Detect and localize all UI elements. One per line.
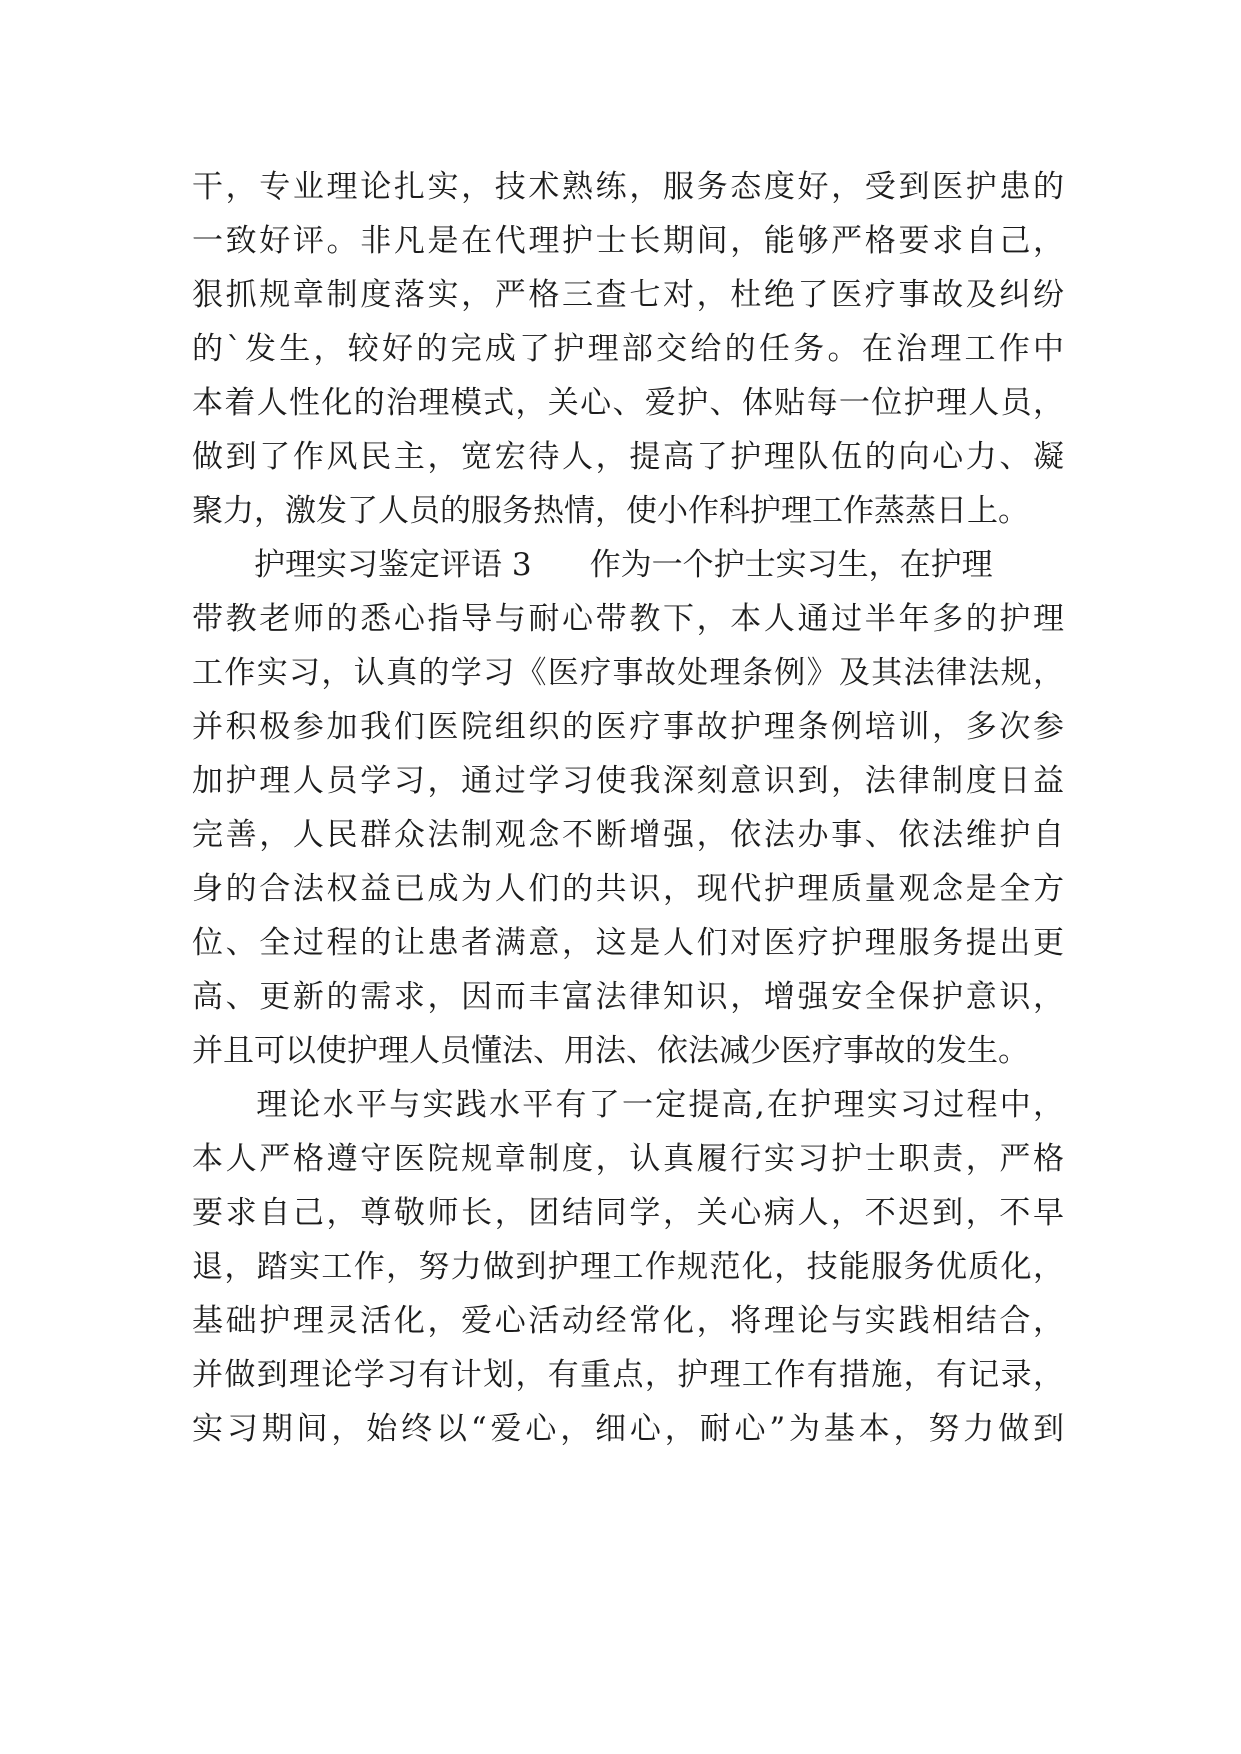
text-line: 本着人性化的治理模式，关心、爱护、体贴每一位护理人员， (192, 385, 1064, 421)
text-line: 身的合法权益已成为人们的共识，现代护理质量观念是全方 (192, 871, 1064, 907)
paragraph-2 (192, 538, 1064, 1078)
text-line: 狠抓规章制度落实，严格三查七对，杜绝了医疗事故及纠纷 (192, 277, 1064, 313)
paragraph-first-line (192, 1078, 1064, 1132)
text-line: 退，踏实工作，努力做到护理工作规范化，技能服务优质化， (192, 1249, 1064, 1285)
text-line: 的`发生，较好的完成了护理部交给的任务。在治理工作中 (192, 331, 1064, 367)
text-line: 高、更新的需求，因而丰富法律知识，增强安全保护意识， (192, 979, 1064, 1015)
text-line: 一致好评。非凡是在代理护士长期间，能够严格要求自己， (192, 223, 1064, 259)
text-line: 并做到理论学习有计划，有重点，护理工作有措施，有记录， (192, 1357, 1064, 1393)
text-line: 加护理人员学习，通过学习使我深刻意识到，法律制度日益 (192, 763, 1064, 799)
text-line: 带教老师的悉心指导与耐心带教下，本人通过半年多的护理 (192, 601, 1064, 637)
text-line: 基础护理灵活化，爱心活动经常化，将理论与实践相结合， (192, 1303, 1064, 1339)
text-line: 要求自己，尊敬师长，团结同学，关心病人，不迟到，不早 (192, 1195, 1064, 1231)
text-line: 聚力，激发了人员的服务热情，使小作科护理工作蒸蒸日上。 (192, 493, 1029, 529)
text-line: 工作实习，认真的学习《医疗事故处理条例》及其法律法规， (192, 655, 1064, 691)
paragraph-3 (192, 1078, 1064, 1456)
text-line: 并积极参加我们医院组织的医疗事故护理条例培训，多次参 (192, 709, 1064, 745)
text-line: 实习期间，始终以“爱心，细心，耐心”为基本，努力做到 (192, 1411, 1064, 1447)
text-line: 完善，人民群众法制观念不断增强，依法办事、依法维护自 (192, 817, 1064, 853)
paragraph-1 (192, 160, 1064, 538)
text-line: 本人严格遵守医院规章制度，认真履行实习护士职责，严格 (192, 1141, 1064, 1177)
text-segment: 作为一个护士实习生，在护理 (589, 547, 993, 583)
text-line: 干，专业理论扎实，技术熟练，服务态度好，受到医护患的 (192, 169, 1064, 205)
document-body (192, 160, 1064, 1456)
text-line: 做到了作风民主，宽宏待人，提高了护理队伍的向心力、凝 (192, 439, 1064, 475)
text-line: 并且可以使护理人员懂法、用法、依法减少医疗事故的发生。 (192, 1033, 1029, 1069)
text-segment: 理论水平与实践水平有了一定提高,在护理实习过程中， (254, 1087, 1064, 1123)
section-heading: 护理实习鉴定评语 3 (254, 547, 532, 583)
text-line: 位、全过程的让患者满意，这是人们对医疗护理服务提出更 (192, 925, 1064, 961)
paragraph-first-line (192, 538, 1064, 592)
